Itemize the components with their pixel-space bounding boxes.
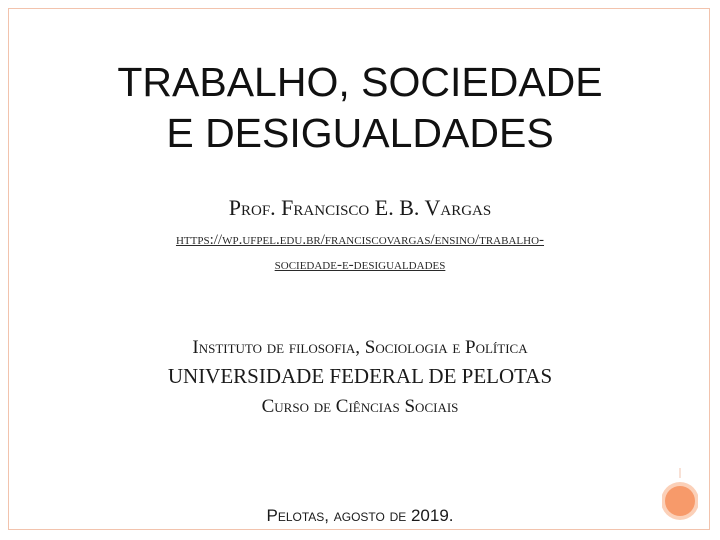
university-name: UNIVERSIDADE FEDERAL DE PELOTAS bbox=[167, 364, 553, 388]
slide-title-line-2: E DESIGUALDADES bbox=[166, 110, 554, 156]
course-link-line-2[interactable]: sociedade-e-desigualdades bbox=[274, 257, 446, 273]
slide-title-line-1: TRABALHO, SOCIEDADE bbox=[117, 59, 603, 105]
course-link-line-1[interactable]: https://wp.ufpel.edu.br/franciscovargas/ensino/trabalho- bbox=[175, 232, 545, 248]
course-name: Curso de Ciências Sociais bbox=[261, 396, 459, 417]
institute-name: Instituto de filosofia, Sociologia e Política bbox=[192, 337, 528, 358]
decorative-circle-icon bbox=[662, 468, 698, 524]
place-and-date: Pelotas, agosto de 2019. bbox=[266, 506, 454, 525]
author-name: Prof. Francisco E. B. Vargas bbox=[228, 195, 492, 220]
